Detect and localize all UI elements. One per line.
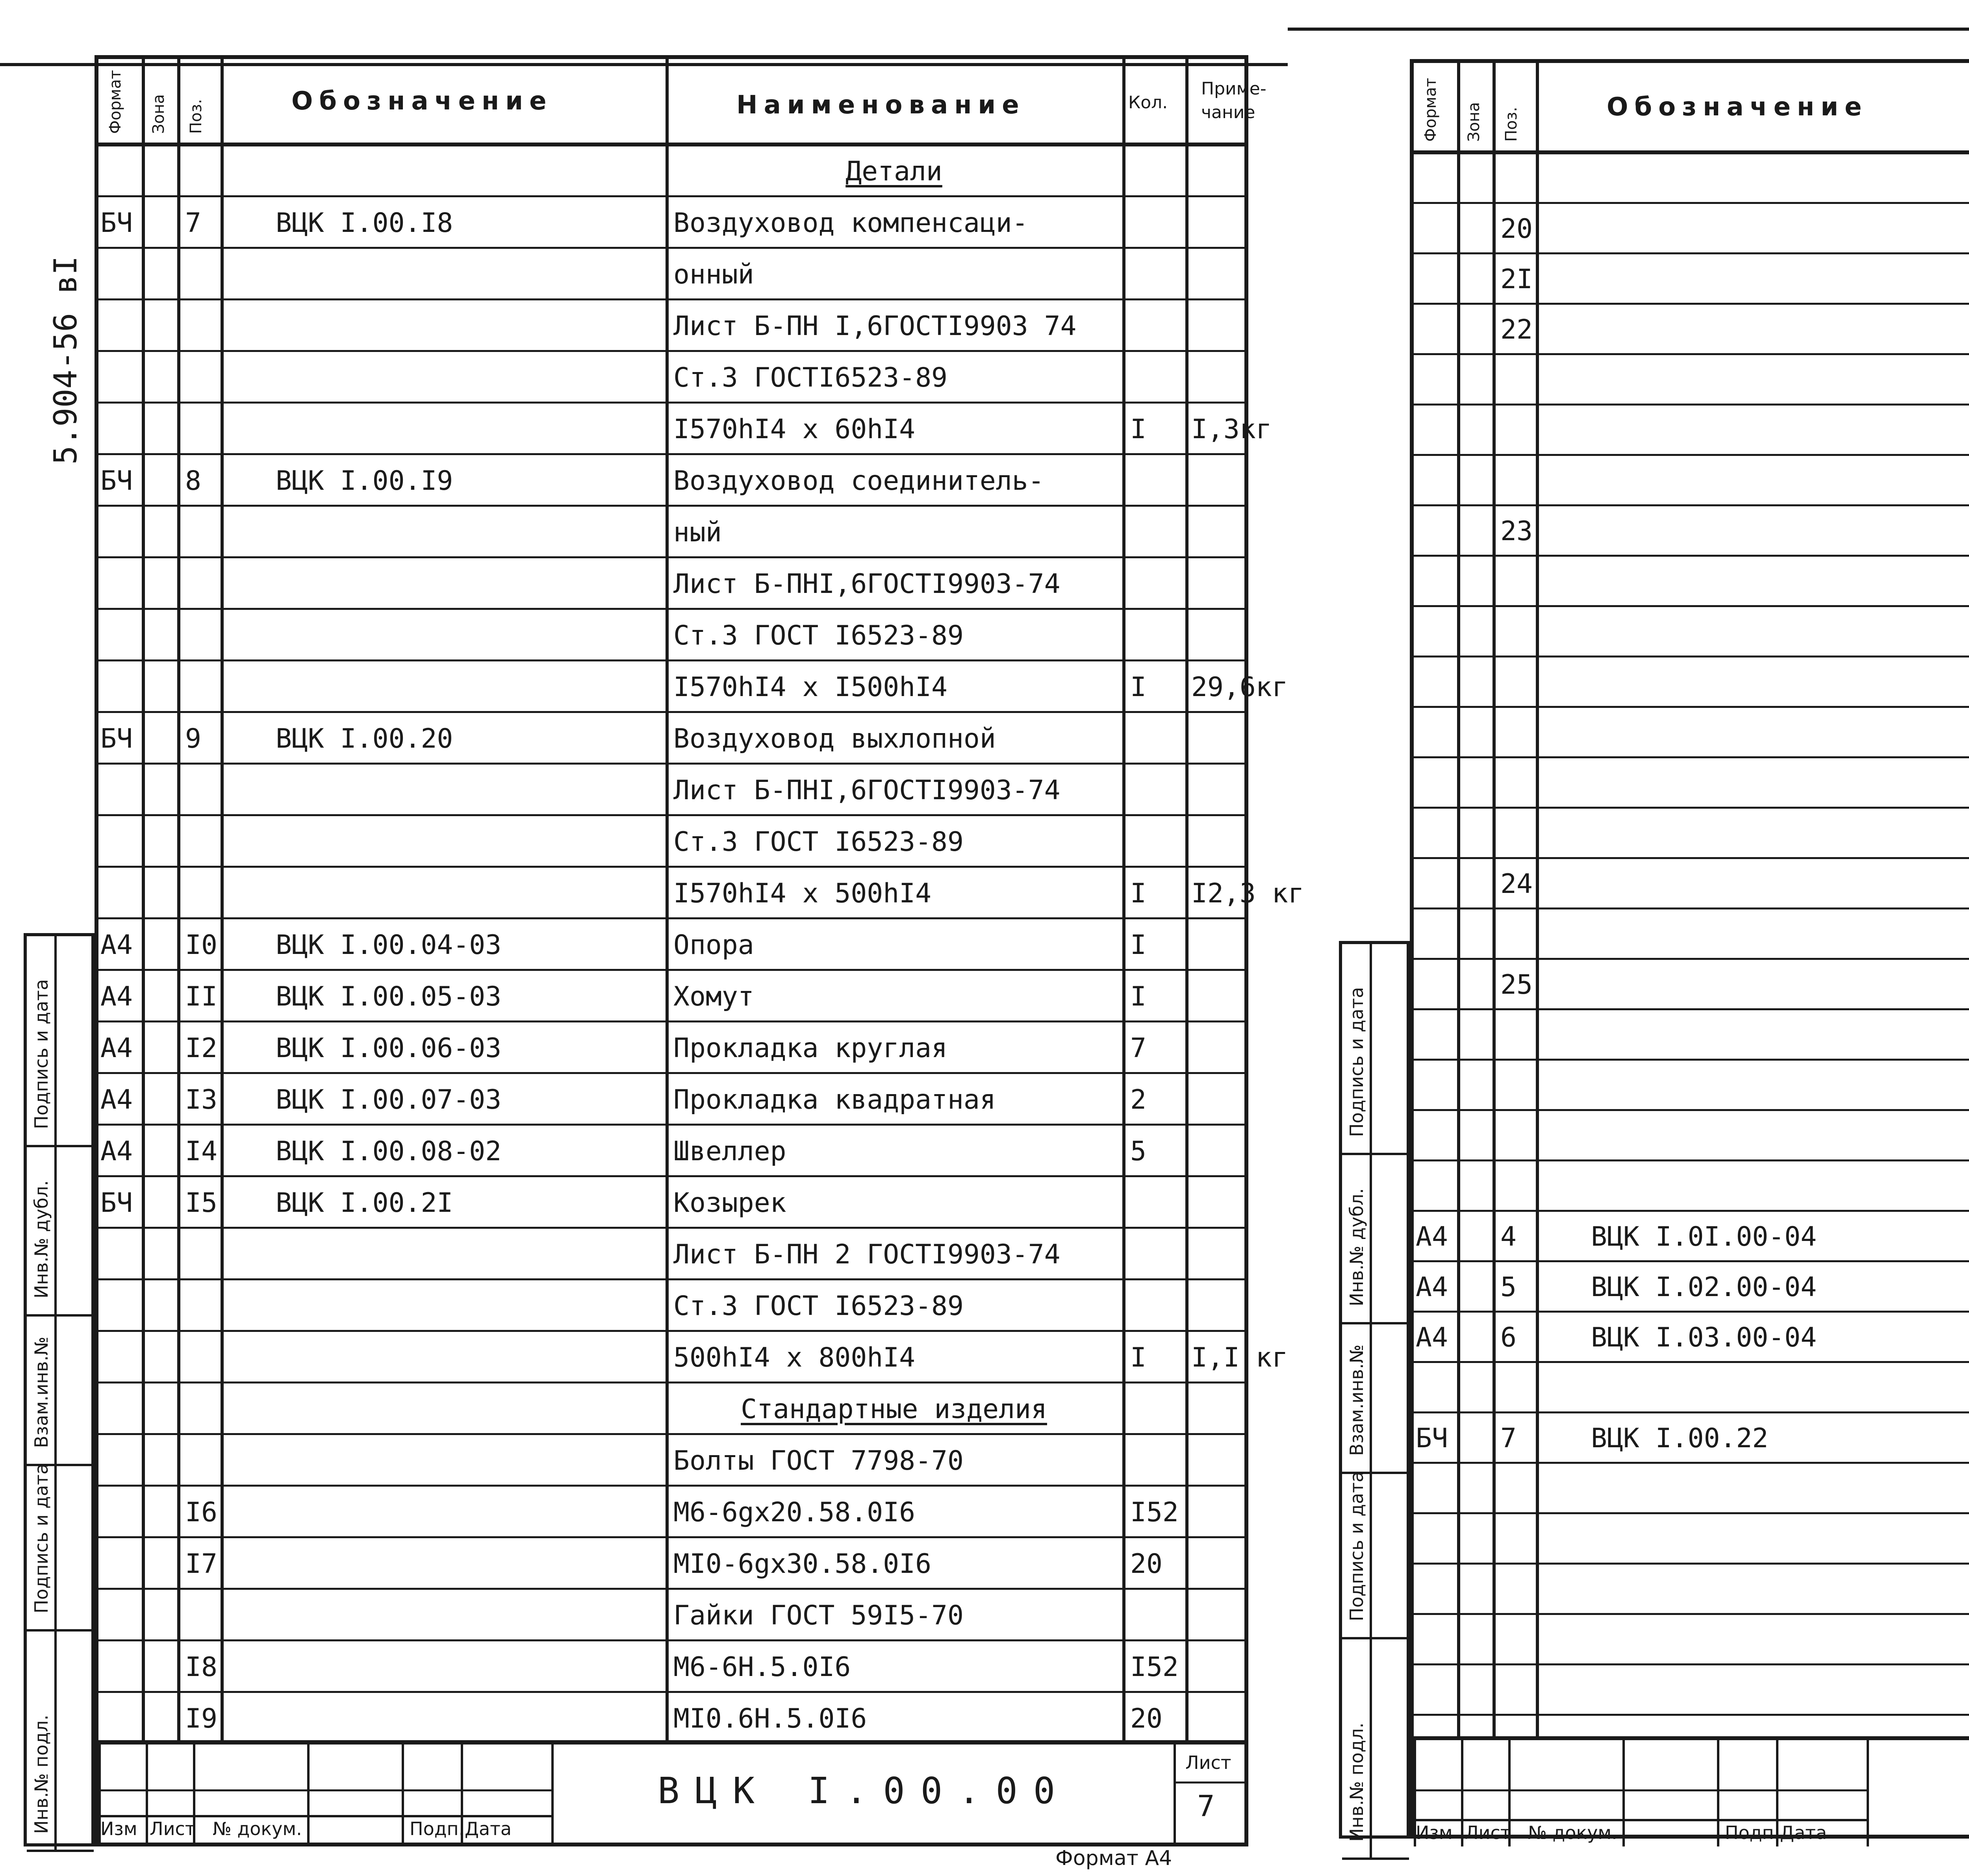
row-rule (1414, 756, 1969, 758)
row-quantity: I52 (1130, 1651, 1179, 1683)
row-name: МI0-6gx30.58.0I6 (673, 1548, 932, 1580)
row-rule (1414, 303, 1969, 305)
row-rule (1414, 958, 1969, 960)
row-name: Лист Б-ПНI,6ГОСТI9903-74 (673, 774, 1061, 806)
header-designation: Обозначение (291, 87, 553, 116)
row-designation: ВЦК I.00.08-02 (276, 1135, 502, 1167)
row-position: I2 (185, 1032, 217, 1064)
side-label: Инв.№ подл. (31, 1715, 52, 1834)
row-rule (98, 917, 1244, 919)
strip-rule (1370, 1637, 1372, 1857)
row-name: I570hI4 x 60hI4 (673, 413, 916, 445)
row-rule (1414, 1714, 1969, 1716)
title-block-label-list: Лист (150, 1818, 196, 1839)
row-name: М6-6Н.5.0I6 (673, 1651, 851, 1683)
row-position: I6 (185, 1496, 217, 1528)
row-rule (1414, 656, 1969, 657)
row-rule (98, 1691, 1244, 1693)
row-designation: ВЦК I.00.I9 (276, 465, 453, 496)
row-name: Хомут (673, 981, 754, 1012)
row-format: БЧ (1416, 1423, 1448, 1454)
strip-rule (1370, 1153, 1372, 1322)
title-block-rule (1414, 1819, 1867, 1821)
row-position: I5 (185, 1187, 217, 1219)
title-block-label-doc: № докум. (1528, 1822, 1617, 1843)
strip-rule (54, 1464, 57, 1629)
row-rule (98, 402, 1244, 404)
row-format: БЧ (100, 207, 133, 239)
row-format: А4 (100, 1135, 133, 1167)
side-label: Взам.инв.№ (1346, 1344, 1367, 1456)
row-rule (98, 1639, 1244, 1641)
row-quantity: I52 (1130, 1496, 1179, 1528)
title-block-rule (402, 1744, 404, 1843)
row-rule (98, 505, 1244, 507)
row-position: 7 (185, 207, 201, 239)
header-designation: Обозначение (1607, 93, 1868, 122)
header-rule (98, 143, 1244, 146)
row-rule (1414, 1311, 1969, 1313)
spec-sheet-left (95, 55, 1304, 1846)
row-name: Опора (673, 929, 754, 961)
row-designation: ВЦК I.00.20 (276, 723, 453, 754)
row-note: I2,3 кг (1191, 878, 1304, 909)
strip-rule (27, 1145, 94, 1147)
strip-rule (1370, 944, 1372, 1153)
row-designation: ВЦК I.00.06-03 (276, 1032, 502, 1064)
row-rule (98, 1278, 1244, 1280)
title-block-label-izm: Изм (1416, 1822, 1453, 1843)
row-rule (98, 195, 1244, 197)
header-qty: Кол. (1128, 93, 1168, 113)
row-name: I570hI4 x 500hI4 (673, 878, 932, 909)
row-position: I7 (185, 1548, 217, 1580)
row-designation: ВЦК I.00.07-03 (276, 1084, 502, 1115)
row-rule (1414, 1361, 1969, 1363)
row-note: 29,6кг (1191, 671, 1288, 703)
row-rule (98, 1020, 1244, 1022)
row-position: 24 (1500, 869, 1533, 900)
row-quantity: 20 (1130, 1703, 1162, 1734)
left-format-label: Формат А4 (1055, 1846, 1172, 1870)
row-rule (98, 711, 1244, 713)
row-format: БЧ (100, 723, 133, 754)
title-block-label-sign: Подп. (410, 1818, 465, 1839)
row-designation: ВЦК I.02.00-04 (1591, 1272, 1817, 1303)
row-rule (1414, 706, 1969, 708)
side-label: Подпись и дата (1346, 987, 1367, 1137)
row-name: Воздуховод соединитель- (673, 465, 1044, 496)
row-name: Прокладка круглая (673, 1032, 947, 1064)
strip-rule (27, 1314, 94, 1317)
side-label: Подпись и дата (1346, 1471, 1367, 1621)
row-quantity: I (1130, 878, 1146, 909)
title-block-rule (1867, 1740, 1869, 1846)
row-position: 25 (1500, 969, 1533, 1000)
title-block-rule (1174, 1782, 1244, 1783)
row-rule (1414, 857, 1969, 859)
title-block-rule (98, 1789, 551, 1791)
strip-rule (1342, 1857, 1409, 1860)
row-position: I0 (185, 929, 217, 961)
title-block-rule (1622, 1740, 1625, 1846)
row-designation: ВЦК I.03.00-04 (1591, 1322, 1817, 1353)
strip-rule (1342, 1153, 1409, 1155)
header-pos: Поз. (187, 99, 205, 134)
column-rule (1493, 63, 1496, 1736)
row-rule (98, 608, 1244, 610)
row-rule (98, 1330, 1244, 1332)
row-rule (98, 350, 1244, 352)
sheet-label: Лист (1185, 1752, 1231, 1773)
side-stamp-strip-left (24, 933, 95, 1846)
row-name: Швеллер (673, 1135, 786, 1167)
row-rule (1414, 907, 1969, 909)
row-quantity: I (1130, 981, 1146, 1012)
row-rule (1414, 605, 1969, 607)
row-rule (1414, 1613, 1969, 1615)
column-rule (1536, 63, 1539, 1736)
column-rule (1122, 59, 1125, 1740)
row-name: Ст.3 ГОСТ I6523-89 (673, 1290, 964, 1322)
strip-rule (54, 1314, 57, 1464)
row-name: Ст.3 ГОСТI6523-89 (673, 362, 947, 393)
row-name: Лист Б-ПН 2 ГОСТI9903-74 (673, 1239, 1061, 1270)
side-label: Инв.№ подл. (1346, 1722, 1367, 1842)
title-block-rule (307, 1744, 310, 1843)
column-rule (221, 59, 224, 1740)
row-rule (98, 1175, 1244, 1177)
header-format: Формат (106, 70, 124, 134)
row-format: А4 (100, 1032, 133, 1064)
row-rule (98, 763, 1244, 765)
row-position: I4 (185, 1135, 217, 1167)
row-rule (98, 1433, 1244, 1435)
row-name: ный (673, 517, 722, 548)
title-block-rule (98, 1815, 551, 1817)
row-designation: ВЦК I.00.I8 (276, 207, 453, 239)
row-note: I,3кг (1191, 413, 1272, 445)
side-label: Взам.инв.№ (31, 1336, 52, 1448)
top-rule-right (1288, 28, 1969, 31)
row-position: 4 (1500, 1221, 1517, 1252)
row-note: I,I кг (1191, 1342, 1288, 1373)
column-rule (142, 59, 145, 1740)
row-rule (1414, 1260, 1969, 1262)
side-code: 5.904-56 вI (47, 256, 84, 465)
title-block-label-izm: Изм (100, 1818, 137, 1839)
title-block-label-list: Лист (1465, 1822, 1511, 1843)
row-position: 5 (1500, 1272, 1517, 1303)
header-rule (1414, 150, 1969, 154)
row-rule (98, 1485, 1244, 1487)
row-designation: ВЦК I.0I.00-04 (1591, 1221, 1817, 1252)
row-name: онный (673, 259, 754, 290)
row-name: М6-6gx20.58.0I6 (673, 1496, 916, 1528)
row-rule (1414, 1210, 1969, 1212)
title-block-rule (551, 1744, 554, 1843)
column-rule (1185, 59, 1188, 1740)
row-rule (1414, 1159, 1969, 1161)
row-name: 500hI4 x 800hI4 (673, 1342, 916, 1373)
row-position: 6 (1500, 1322, 1517, 1353)
row-rule (1414, 404, 1969, 406)
row-name: Прокладка квадратная (673, 1084, 996, 1115)
row-format: А4 (1416, 1221, 1448, 1252)
row-position: 22 (1500, 314, 1533, 345)
title-block-rule (1174, 1744, 1176, 1843)
row-rule (1414, 1411, 1969, 1413)
row-position: 20 (1500, 213, 1533, 244)
spec-sheet-right (1410, 59, 1969, 1843)
side-stamp-strip-right (1339, 941, 1410, 1842)
row-rule (98, 556, 1244, 558)
side-label: Подпись и дата (31, 979, 52, 1129)
row-quantity: I (1130, 1342, 1146, 1373)
row-rule (98, 659, 1244, 661)
row-name: Лист Б-ПНI,6ГОСТI9903-74 (673, 568, 1061, 600)
row-designation: ВЦК I.00.05-03 (276, 981, 502, 1012)
row-rule (98, 1382, 1244, 1383)
title-block-rule (1717, 1740, 1719, 1846)
row-rule (1414, 252, 1969, 254)
row-rule (1414, 454, 1969, 456)
row-rule (98, 969, 1244, 971)
row-name: Гайки ГОСТ 59I5-70 (673, 1600, 964, 1631)
row-rule (98, 1536, 1244, 1538)
strip-rule (1342, 1322, 1409, 1324)
row-format: А4 (100, 929, 133, 961)
header-note-2: чание (1201, 102, 1255, 122)
title-block (98, 1740, 1244, 1839)
row-position: 8 (185, 465, 201, 496)
row-name: Стандартные изделия (741, 1393, 1047, 1425)
header-note-1: Приме- (1201, 79, 1266, 99)
side-label: Подпись и дата (31, 1463, 52, 1613)
title-block-rule (146, 1744, 148, 1843)
row-rule (1414, 1109, 1969, 1111)
title-block-label-date: Дата (465, 1818, 512, 1839)
row-rule (1414, 202, 1969, 204)
row-name: Лист Б-ПН I,6ГОСТI9903 74 (673, 310, 1077, 342)
strip-rule (27, 1850, 94, 1852)
row-rule (1414, 555, 1969, 557)
strip-rule (27, 1629, 94, 1632)
title-block-rule (1414, 1789, 1867, 1791)
row-position: I9 (185, 1703, 217, 1734)
row-quantity: 2 (1130, 1084, 1146, 1115)
row-format: БЧ (100, 1187, 133, 1219)
header-zone: Зона (1465, 102, 1483, 142)
header-pos: Поз. (1502, 107, 1520, 142)
row-designation: ВЦК I.00.04-03 (276, 929, 502, 961)
row-rule (1414, 1663, 1969, 1665)
strip-rule (1370, 1472, 1372, 1637)
row-quantity: 20 (1130, 1548, 1162, 1580)
row-rule (98, 1124, 1244, 1126)
row-quantity: 7 (1130, 1032, 1146, 1064)
strip-rule (1370, 1322, 1372, 1472)
column-rule (177, 59, 180, 1740)
row-rule (1414, 1462, 1969, 1464)
column-rule (1457, 63, 1460, 1736)
title-block-label-doc: № докум. (213, 1818, 302, 1839)
row-format: БЧ (100, 465, 133, 496)
row-quantity: I (1130, 671, 1146, 703)
row-name: Воздуховод выхлопной (673, 723, 996, 754)
row-rule (98, 866, 1244, 868)
strip-rule (54, 1629, 57, 1850)
sheet-number: 7 (1197, 1789, 1215, 1823)
row-position: I8 (185, 1651, 217, 1683)
row-quantity: I (1130, 413, 1146, 445)
header-name: Наименование (736, 91, 1025, 120)
row-rule (1414, 1059, 1969, 1061)
strip-rule (1342, 1637, 1409, 1639)
row-position: 2I (1500, 264, 1533, 295)
row-name: Ст.3 ГОСТ I6523-89 (673, 620, 964, 651)
row-rule (98, 1072, 1244, 1074)
row-rule (98, 247, 1244, 249)
header-format: Формат (1422, 78, 1440, 142)
row-rule (1414, 1563, 1969, 1565)
side-label: Инв.№ дубл. (1346, 1188, 1367, 1306)
row-rule (98, 453, 1244, 455)
column-rule (666, 59, 669, 1740)
row-name: I570hI4 x I500hI4 (673, 671, 947, 703)
row-rule (1414, 504, 1969, 506)
document-code: ВЦК I.00.00 (658, 1770, 1071, 1812)
row-position: 23 (1500, 516, 1533, 547)
header-zone: Зона (150, 94, 168, 134)
row-format: А4 (100, 1084, 133, 1115)
side-label: Инв.№ дубл. (31, 1180, 52, 1298)
row-designation: ВЦК I.00.22 (1591, 1423, 1769, 1454)
strip-rule (54, 936, 57, 1145)
row-format: А4 (100, 981, 133, 1012)
row-position: I3 (185, 1084, 217, 1115)
row-position: 9 (185, 723, 201, 754)
strip-rule (54, 1145, 57, 1314)
row-position: 7 (1500, 1423, 1517, 1454)
row-name: Ст.3 ГОСТ I6523-89 (673, 826, 964, 857)
title-block-label-sign: Подп. (1725, 1822, 1780, 1843)
row-format: А4 (1416, 1272, 1448, 1303)
row-rule (1414, 1008, 1969, 1010)
row-format: А4 (1416, 1322, 1448, 1353)
row-name: Болты ГОСТ 7798-70 (673, 1445, 964, 1476)
row-name: Детали (845, 156, 942, 187)
row-name: МI0.6Н.5.0I6 (673, 1703, 867, 1734)
row-position: II (185, 981, 217, 1012)
row-rule (98, 1588, 1244, 1590)
row-quantity: 5 (1130, 1135, 1146, 1167)
title-block (1414, 1736, 1969, 1843)
row-rule (98, 298, 1244, 300)
row-rule (1414, 353, 1969, 355)
row-rule (1414, 1512, 1969, 1514)
row-rule (98, 1227, 1244, 1229)
row-rule (1414, 807, 1969, 809)
row-name: Воздуховод компенсаци- (673, 207, 1028, 239)
title-block-rule (1461, 1740, 1463, 1846)
title-block-label-date: Дата (1780, 1822, 1827, 1843)
row-name: Козырек (673, 1187, 786, 1219)
row-designation: ВЦК I.00.2I (276, 1187, 453, 1219)
row-rule (98, 814, 1244, 816)
row-quantity: I (1130, 929, 1146, 961)
